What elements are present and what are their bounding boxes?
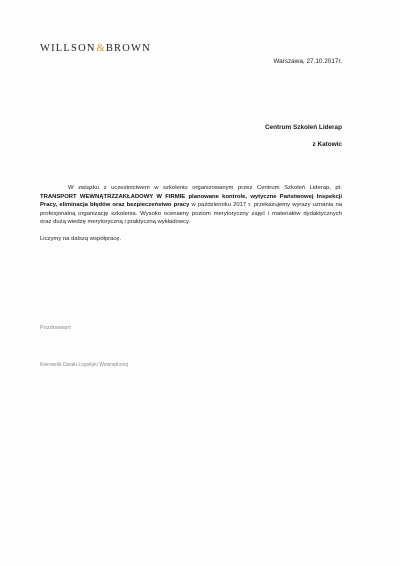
body-text-rest: w październiku 2017 r. przekazujemy wyrazy uznania na profesjonalną organizację szkolenia. Wysoko oceniamy poziom merytoryczny zajęć i materiałów dydaktycznych oraz dużą wiedzę merytoryczną i praktyczną wykładowcy.	[40, 202, 342, 226]
signoff: Pozdrawiam	[40, 325, 71, 331]
signature-title: Kierownik Działu Logistyki Wewnętrznej	[40, 362, 128, 368]
letter-body	[40, 184, 342, 244]
logo-text-brown: BROWN	[105, 43, 151, 54]
recipient-block	[265, 124, 342, 149]
date-line: Warszawa, 27.10.2017r.	[273, 58, 342, 65]
logo-text-willson: WILLSON	[40, 43, 96, 54]
training-title: TRANSPORT WEWNĄTRZZAKŁADOWY W FIRMIE planowane kontrole, wytyczne Państwowej Inspekcji Pracy, eliminacja błędów oraz bezpieczeństwo pracy	[40, 193, 342, 209]
body-paragraph	[40, 184, 342, 227]
company-logo	[40, 43, 151, 54]
recipient-name: Centrum Szkoleń Liderap	[264, 124, 342, 131]
logo-ampersand: &	[96, 43, 105, 54]
body-text-intro: W związku z uczestnictwem w szkoleniu organizowanym przez Centrum Szkoleń Liderap, pt.	[68, 185, 342, 191]
closing-line: Liczymy na dalszą współpracę.	[40, 235, 122, 242]
recipient-city: z Katowic	[312, 141, 342, 148]
